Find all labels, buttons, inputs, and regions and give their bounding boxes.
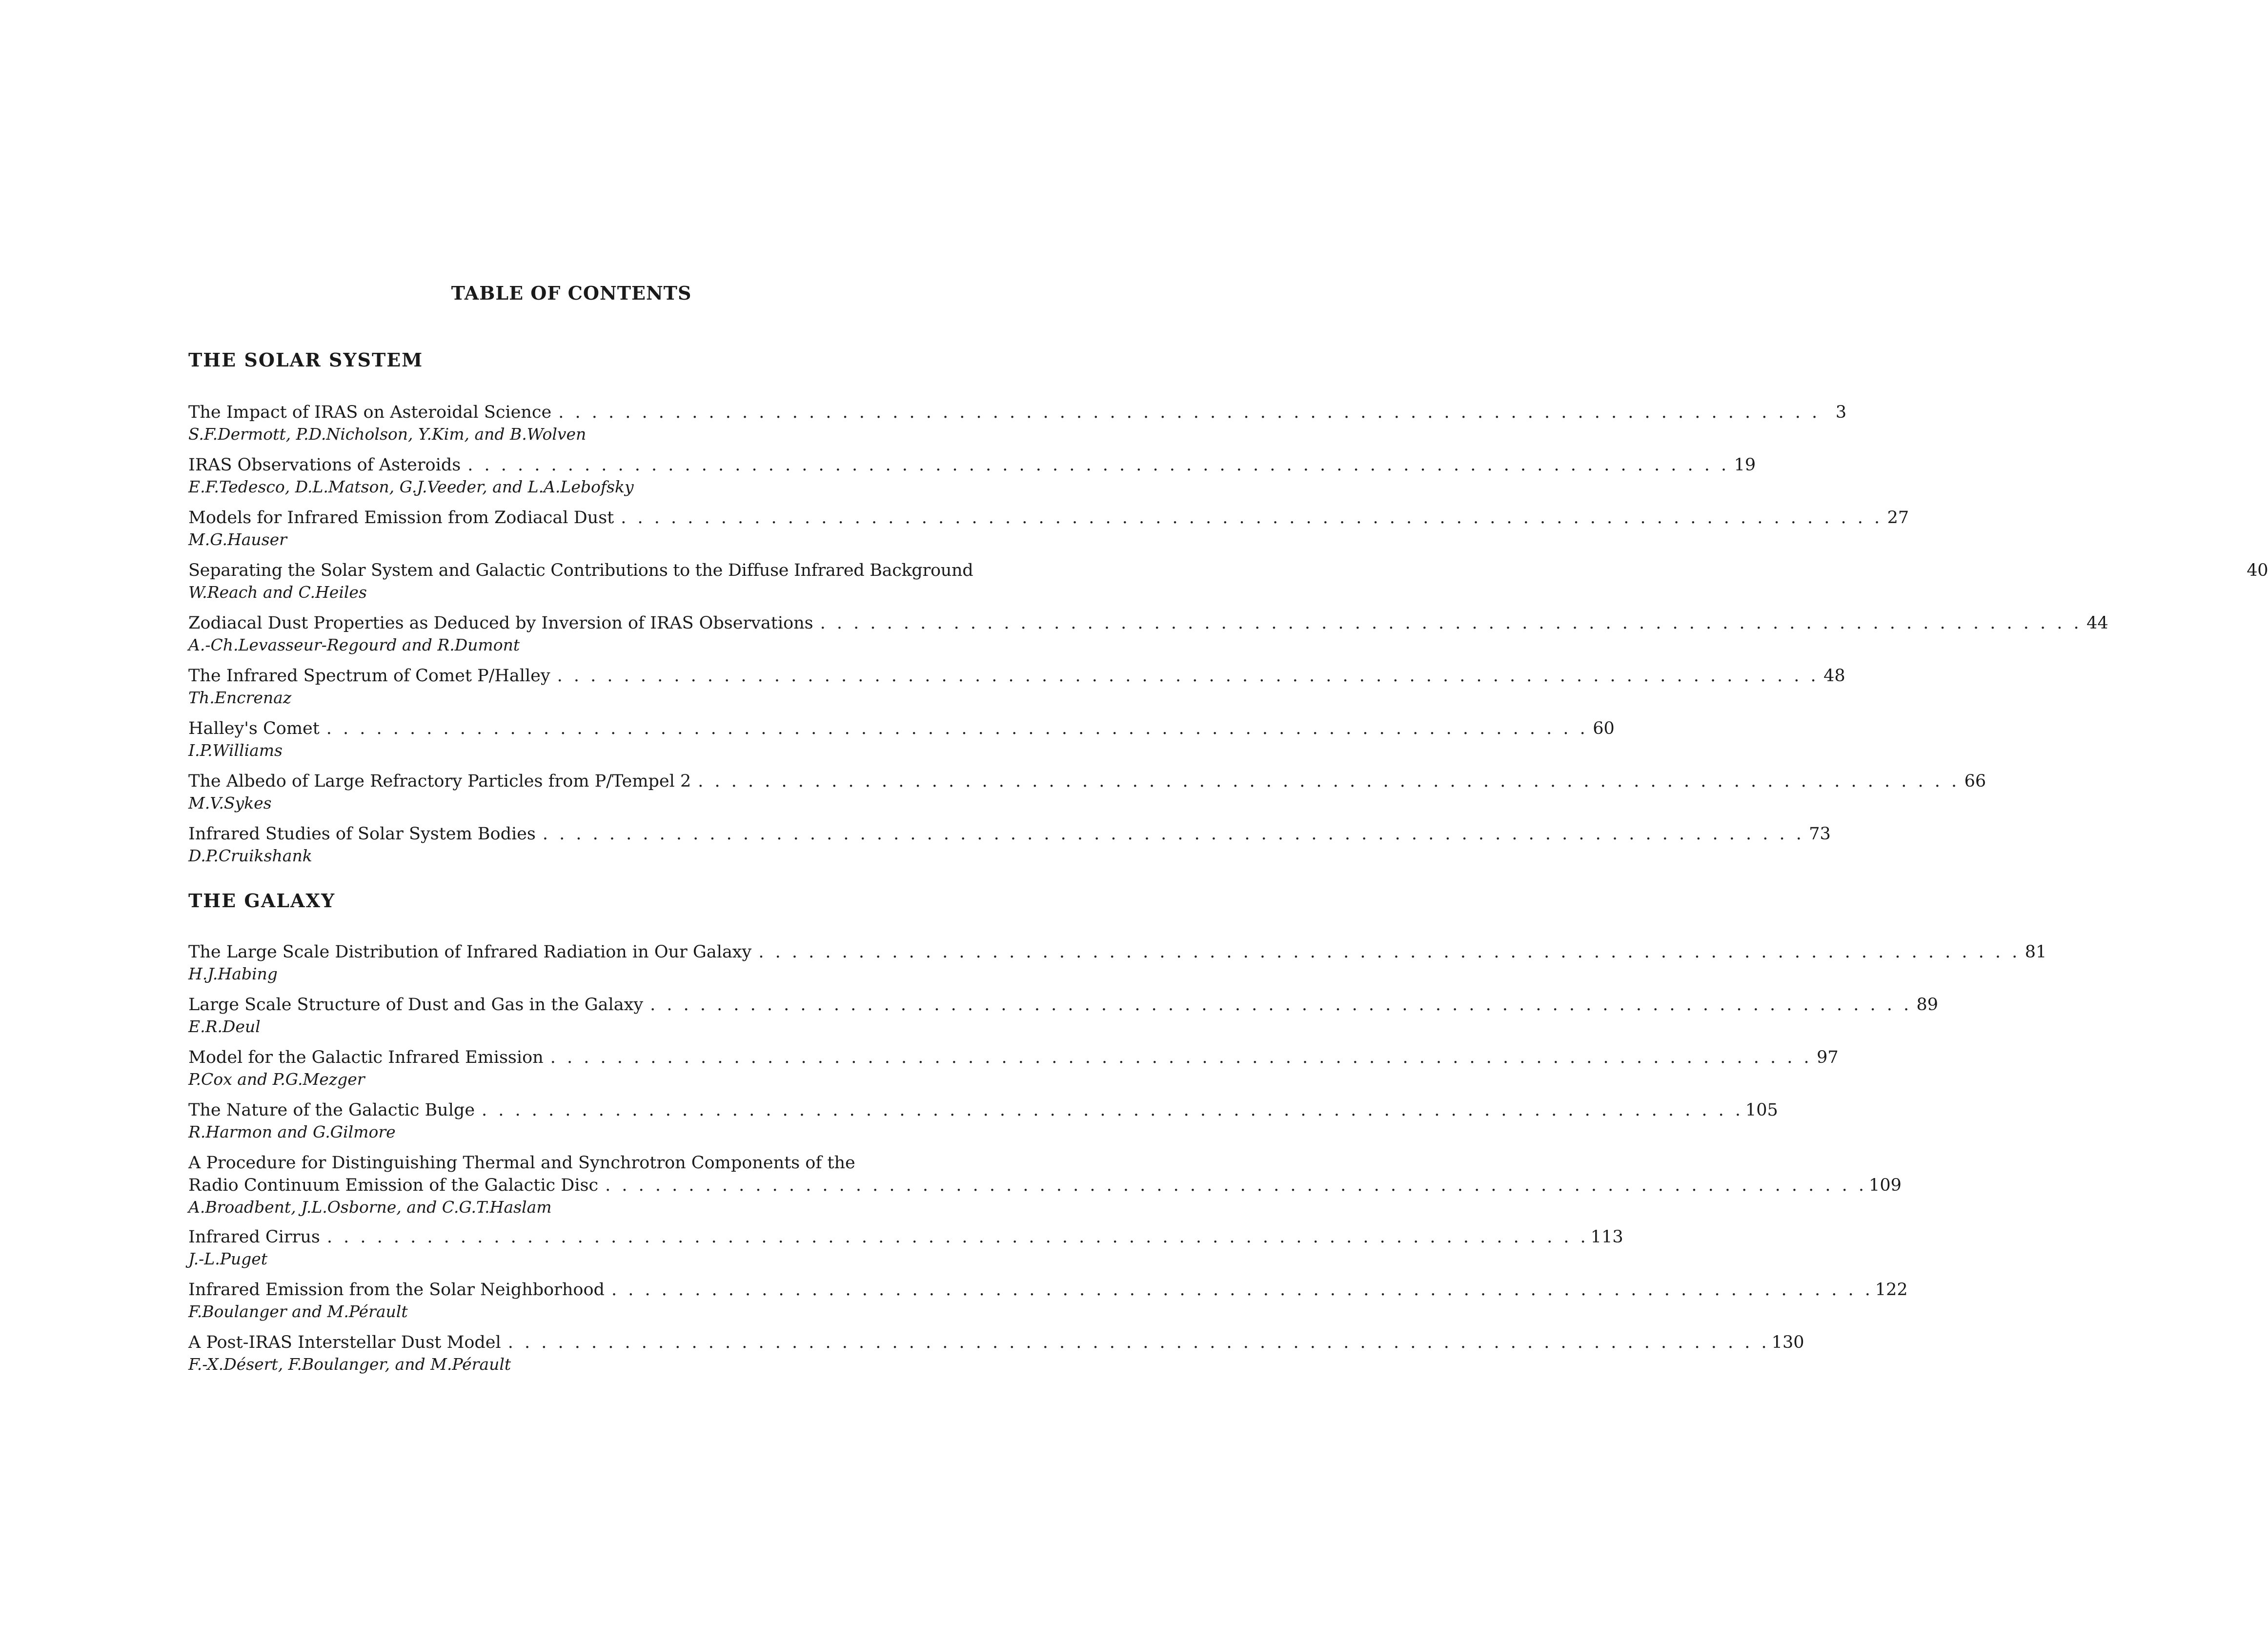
entry-title: IRAS Observations of Asteroids (188, 455, 461, 475)
dot-leader (467, 454, 1726, 476)
entry-title: Separating the Solar System and Galactic Contributions to the Diffuse Infrared Background (188, 561, 973, 580)
toc-entry[interactable] (188, 770, 1986, 823)
entry-authors: D.P.Cruikshank (188, 846, 312, 865)
entry-authors: P.Cox and P.G.Mezger (188, 1070, 365, 1089)
toc-list-solar-system (188, 401, 2268, 875)
entry-authors: F.-X.Désert, F.Boulanger, and M.Pérault (188, 1355, 511, 1374)
entry-authors: E.F.Tedesco, D.L.Matson, G.J.Veeder, and L.A.Lebofsky (188, 477, 634, 496)
toc-entry[interactable] (188, 1226, 1623, 1279)
entry-title: Infrared Cirrus (188, 1227, 320, 1247)
entry-title: Zodiacal Dust Properties as Deduced by Inversion of IRAS Observations (188, 613, 813, 633)
toc-entry[interactable] (188, 1331, 1804, 1384)
dot-leader (621, 507, 1880, 529)
entry-title: The Albedo of Large Refractory Particles from P/Tempel 2 (188, 772, 691, 791)
entry-page-number: 109 (1869, 1176, 1902, 1195)
entry-page-number: 122 (1875, 1280, 1908, 1300)
entry-authors: J.-L.Puget (188, 1249, 268, 1268)
entry-authors: I.P.Williams (188, 741, 283, 760)
dot-leader (650, 994, 1909, 1016)
entry-authors: E.R.Deul (188, 1017, 261, 1036)
entry-page-number: 60 (1593, 719, 1615, 738)
toc-entry[interactable] (188, 507, 1909, 559)
entry-title: The Large Scale Distribution of Infrared Radiation in Our Galaxy (188, 942, 752, 962)
toc-entry[interactable] (188, 717, 1615, 770)
entry-title: Models for Infrared Emission from Zodiacal Dust (188, 508, 614, 528)
dot-leader (326, 717, 1585, 740)
dot-leader (508, 1331, 1767, 1354)
entry-title: The Impact of IRAS on Asteroidal Science (188, 403, 552, 422)
dot-leader (550, 1046, 1809, 1069)
entry-title: Infrared Emission from the Solar Neighborhood (188, 1280, 605, 1300)
toc-entry[interactable] (188, 612, 2108, 665)
entry-authors: W.Reach and C.Heiles (188, 583, 367, 602)
entry-authors: S.F.Dermott, P.D.Nicholson, Y.Kim, and B.Wolven (188, 425, 587, 444)
entry-title: Halley's Comet (188, 719, 320, 738)
section-heading-solar-system: THE SOLAR SYSTEM (188, 349, 424, 371)
entry-page-number: 44 (2086, 613, 2108, 633)
entry-page-number: 40 (2247, 561, 2268, 580)
entry-page-number: 105 (1745, 1100, 1778, 1120)
entry-title: A Post-IRAS Interstellar Dust Model (188, 1333, 501, 1352)
dot-leader (820, 612, 2079, 634)
entry-page-number: 130 (1771, 1333, 1804, 1352)
entry-page-number: 73 (1809, 824, 1831, 844)
entry-title: A Procedure for Distinguishing Thermal and Synchrotron Components of the (188, 1153, 855, 1173)
entry-title: Model for the Galactic Infrared Emission (188, 1048, 544, 1067)
entry-page-number: 113 (1590, 1227, 1623, 1247)
entry-page-number: 27 (1887, 508, 1909, 528)
entry-authors: M.V.Sykes (188, 793, 272, 813)
toc-list-galaxy (188, 941, 2047, 1384)
dot-leader (558, 401, 1817, 424)
toc-entry[interactable] (188, 823, 1831, 875)
toc-entry[interactable] (188, 401, 1847, 454)
toc-entry[interactable] (188, 994, 1939, 1046)
entry-page-number: 66 (1964, 772, 1986, 791)
toc-entry[interactable] (188, 454, 1756, 507)
entry-authors: M.G.Hauser (188, 530, 287, 549)
toc-entry[interactable] (188, 1046, 1839, 1099)
entry-page-number: 48 (1823, 666, 1845, 686)
entry-title: Large Scale Structure of Dust and Gas in the Galaxy (188, 995, 644, 1015)
dot-leader (605, 1174, 1864, 1197)
dot-leader (543, 823, 1802, 845)
entry-authors: A.Broadbent, J.L.Osborne, and C.G.T.Haslam (188, 1198, 552, 1217)
entry-title: Infrared Studies of Solar System Bodies (188, 824, 536, 844)
entry-authors: H.J.Habing (188, 964, 278, 983)
dot-leader (557, 665, 1816, 687)
entry-page-number: 81 (2025, 942, 2047, 962)
entry-page-number: 3 (1835, 403, 1847, 422)
toc-entry[interactable] (188, 1152, 1902, 1226)
dot-leader (611, 1279, 1870, 1301)
entry-authors: F.Boulanger and M.Pérault (188, 1302, 408, 1321)
toc-entry[interactable] (188, 665, 1845, 717)
dot-leader (698, 770, 1957, 793)
entry-authors: A.-Ch.Levasseur-Regourd and R.Dumont (188, 635, 520, 654)
entry-page-number: 97 (1817, 1048, 1839, 1067)
entry-authors: Th.Encrenaz (188, 688, 292, 707)
toc-entry[interactable] (188, 941, 2047, 994)
entry-title-continued: Radio Continuum Emission of the Galactic Disc (188, 1176, 599, 1195)
toc-entry[interactable] (188, 559, 2268, 612)
toc-entry[interactable] (188, 1279, 1908, 1331)
page-title: TABLE OF CONTENTS (451, 282, 692, 304)
dot-leader (758, 941, 2017, 963)
dot-leader (482, 1099, 1741, 1121)
section-heading-galaxy: THE GALAXY (188, 890, 336, 912)
entry-title: The Nature of the Galactic Bulge (188, 1100, 475, 1120)
entry-page-number: 89 (1916, 995, 1939, 1015)
entry-page-number: 19 (1734, 455, 1756, 475)
entry-title: The Infrared Spectrum of Comet P/Halley (188, 666, 550, 686)
toc-entry[interactable] (188, 1099, 1778, 1152)
entry-authors: R.Harmon and G.Gilmore (188, 1122, 396, 1141)
dot-leader (327, 1226, 1586, 1248)
